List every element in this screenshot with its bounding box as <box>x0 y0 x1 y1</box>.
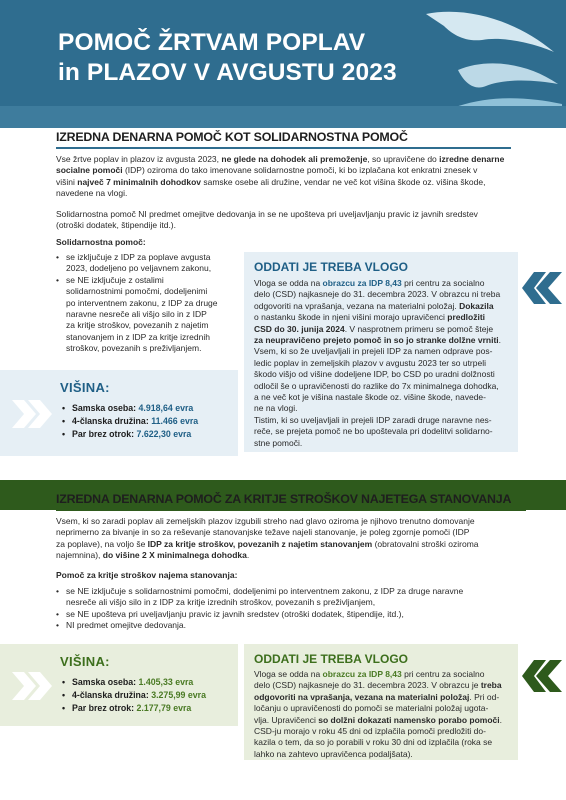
section1-vloga-box <box>244 252 518 452</box>
section1-list-heading: Solidarnostna pomoč: <box>56 237 146 247</box>
section1-visina-title: VIŠINA: <box>60 380 110 395</box>
section2-rule <box>56 509 526 511</box>
page-title-line2: in PLAZOV V AVGUSTU 2023 <box>58 59 397 86</box>
section1-bullet-list <box>54 252 254 355</box>
section1-intro-paragraph: Vse žrtve poplav in plazov iz avgusta 2023, ne glede na dohodek ali premoženje, so upravičene do izredne denarne socialne pomoči (IDP) oziroma do tako imenovane solidarnostne pomoči, ki bo izplačana kot enkratni znesek v višini največ 7 minimalnih dohodkov samske osebe ali družine, vendar ne več kot višina škode oz. višina škode, navedene na vlogi. <box>56 154 505 199</box>
list-item: • Samska oseba: 1.405,33 evra <box>60 676 206 689</box>
section2-intro-paragraph: Vsem, ki so zaradi poplav ali zemeljskih plazov izgubili streho nad glavo oziroma je njihovo trenutno domovanje neprimerno za bivanje in so za reševanje stanovanjske težave najeli stanovanje, je poleg zgornje pomoči (IDP za poplave), na voljo še IDP za kritje stroškov, povezanih z najetim stanovanjem (obratovalni stroški oziroma najemnina), do višine 2 X minimalnega dohodka. <box>56 516 479 561</box>
list-item: • se izključuje z IDP za poplave avgusta 2023, dodeljeno po veljavnem zakonu, <box>54 252 254 275</box>
page-title-line1: POMOČ ŽRTVAM POPLAV <box>58 29 366 56</box>
section1-vloga-text: Vloga se odda na obrazcu za IDP 8,43 pri centru za socialno delo (CSD) najkasneje do 31. decembra 2023. V obrazcu ni treba odgovoriti na vprašanja, vezana na materialni položaj. Dokazila o nastanku škode in njeni višini morajo upravičenci predložiti CSD do 30. junija 2024. V nasprotnem primeru se pomoč šteje za neupravičeno prejeto pomoč in so jo stranke dolžne vrniti. Vsem, ki so že uveljavljali in prejeli IDP za namen odprave pos- ledic poplav in zemeljskih plazov v avgustu 2023 ter so utrpeli škodo višjo od višine dodeljene IDP, bo CSD po uradni dolžnosti odločil še o upravičenosti do razlike do 7x minimalnega dohodka, a ne več kot je višina nastale škode oz. višine škode, navede- ne na vlogi. Tistim, ki so uveljavljali in prejeli IDP zaradi druge naravne nes- reče, se prejeta pomoč ne bo upoštevala pri dodelitvi solidarno- stne pomoči. <box>254 278 502 448</box>
section2-vloga-box <box>244 644 518 760</box>
list-item: • 4-članska družina: 11.466 evra <box>60 415 198 428</box>
section1-rule <box>56 147 511 149</box>
section2-visina-title: VIŠINA: <box>60 654 110 669</box>
double-chevron-left-icon <box>522 268 562 308</box>
list-item: • se NE izključuje s solidarnostnimi pomočmi, dodeljenimi po interventnem zakonu, z IDP za druge naravne nesreče ali višjo silo in z IDP za kritje izrednih stroškov, povezanih s preživljanjem, <box>54 586 534 609</box>
list-item: • NI predmet omejitve dedovanja. <box>54 620 534 631</box>
section1-visina-box <box>0 370 238 456</box>
hands-logo-icon <box>386 0 566 106</box>
section2-vloga-text: Vloga se odda na obrazcu za IDP 8,43 pri centru za socialno delo (CSD) najkasneje do 31. decembra 2023. V obrazcu je treba odgovoriti na vprašanja, vezana na materialni položaj. Pri od- ločanju o upravičenosti do pomoči se materialni položaj ugota- vlja. Upravičenci so dolžni dokazati namensko porabo pomoči. CSD-ju morajo v roku 45 dni od izplačila pomoči predložiti do- kazila o tem, da so jo porabili v roku 30 dni od izplačila (roka se lahko na zahtevo upravičenca podaljšata). <box>254 669 502 759</box>
section2-title: IZREDNA DENARNA POMOČ ZA KRITJE STROŠKOV NAJETEGA STANOVANJA <box>56 492 512 506</box>
section1-title: IZREDNA DENARNA POMOČ KOT SOLIDARNOSTNA POMOČ <box>56 130 408 144</box>
list-item: • Par brez otrok: 2.177,79 evra <box>60 702 206 715</box>
section2-bullet-list <box>54 586 534 632</box>
section1-vloga-title: ODDATI JE TREBA VLOGO <box>254 260 409 274</box>
section2-vloga-title: ODDATI JE TREBA VLOGO <box>254 652 409 666</box>
list-item: • Samska oseba: 4.918,64 evra <box>60 402 198 415</box>
page-title <box>58 28 397 88</box>
section1-visina-list <box>60 402 198 440</box>
list-item: • se NE upošteva pri uveljavljanju pravic iz javnih sredstev (otroški dodatek, štipendije, itd.), <box>54 609 534 620</box>
section2-list-heading: Pomoč za kritje stroškov najema stanovanja: <box>56 570 238 580</box>
double-chevron-right-icon <box>10 394 54 434</box>
section2-visina-list <box>60 676 206 714</box>
section2-visina-box <box>0 644 238 726</box>
page-header <box>0 0 566 106</box>
list-item: • 4-članska družina: 3.275,99 evra <box>60 689 206 702</box>
list-item: • Par brez otrok: 7.622,30 evra <box>60 428 198 441</box>
double-chevron-right-icon <box>10 666 54 706</box>
list-item: • se NE izključuje z ostalimi solidarnostnimi pomočmi, dodeljenimi po interventnem zakonu, z IDP za druge naravne nesreče ali višjo silo in z IDP za kritje stroškov, povezanih z najetim stanovanjem in z IDP za kritje izrednih stroškov, povezanih s preživljanjem. <box>54 275 254 355</box>
header-strip <box>0 106 566 128</box>
double-chevron-left-icon <box>522 656 562 696</box>
section1-inheritance-paragraph: Solidarnostna pomoč NI predmet omejitve dedovanja in se ne upošteva pri uveljavljanju pravic iz javnih sredstev (otroški dodatek, štipendije itd.). <box>56 209 478 231</box>
